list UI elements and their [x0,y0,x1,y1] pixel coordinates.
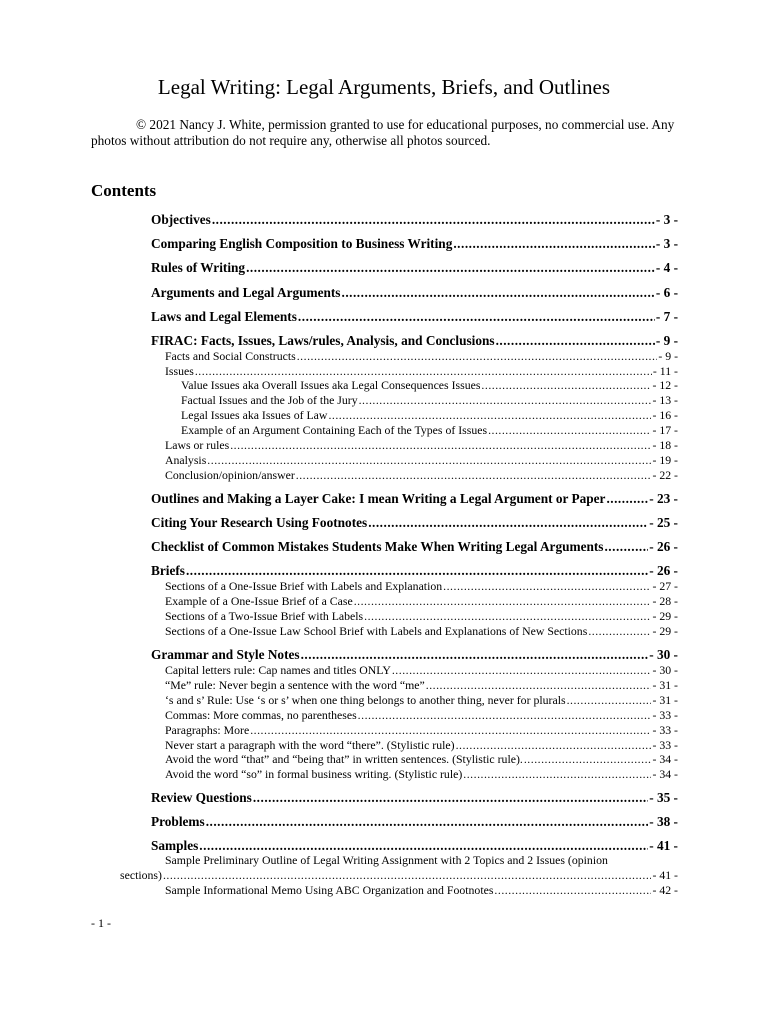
toc-entry-title: Laws or rules [165,438,230,452]
toc-subentry[interactable] [120,868,678,883]
toc-entry-page: - 3 - [655,236,678,251]
toc-subentry-wrapped-line[interactable]: Sample Preliminary Outline of Legal Writing Assignment with 2 Topics and 2 Issues (opinion [165,853,608,867]
toc-leader [250,723,651,738]
toc-leader [443,579,651,594]
toc-leader [567,693,652,708]
toc-entry-page: - 33 - [652,738,678,752]
toc-leader [606,490,648,508]
toc-leader [207,453,651,468]
toc-entry-title: Rules of Writing [151,260,246,275]
toc-entry-title: Avoid the word “that” and “being that” in written sentences. (Stylistic rule). [165,752,523,766]
toc-subentry[interactable] [165,624,678,639]
contents-heading: Contents [91,181,157,200]
toc-leader [463,767,651,782]
toc-entry-title: Avoid the word “so” in formal business writing. (Stylistic rule) [165,767,463,781]
toc-leader [296,468,652,483]
toc-entry-page: - 31 - [652,693,678,707]
toc-entry-title: Briefs [151,563,185,578]
toc-leader [368,514,648,532]
toc-entry-page: - 6 - [655,285,678,300]
toc-leader [212,211,655,229]
toc-entry-page: - 4 - [655,260,678,275]
toc-entry-title: Outlines and Making a Layer Cake: I mean Writing a Legal Argument or Paper [151,491,606,506]
toc-entry-page: - 38 - [649,814,678,829]
toc-leader [328,408,651,423]
toc-leader [488,423,651,438]
toc-entry-title: Checklist of Common Mistakes Students Make When Writing Legal Arguments [151,539,604,554]
page-number: - 1 - [91,916,111,930]
toc-subsubentry[interactable] [181,393,678,408]
toc-entry-title: Sample Informational Memo Using ABC Organization and Footnotes [165,883,494,897]
toc-entry-title: Citing Your Research Using Footnotes [151,515,368,530]
toc-entry-page: - 41 - [652,868,678,882]
toc-entry-title: Samples [151,838,199,853]
toc-subentry[interactable] [165,364,678,379]
toc-entry-title: Facts and Social Constructs [165,349,296,363]
toc-entry-page: - 31 - [652,678,678,692]
toc-subentry[interactable] [165,767,678,782]
toc-leader [364,609,651,624]
toc-subentry[interactable] [165,468,678,483]
toc-entry[interactable] [151,646,678,664]
toc-leader [456,738,652,753]
toc-entry-page: - 33 - [652,723,678,737]
toc-entry-title: FIRAC: Facts, Issues, Laws/rules, Analysis, and Conclusions [151,333,495,348]
toc-entry-page: - 41 - [649,838,678,853]
toc-entry[interactable] [151,211,678,229]
toc-leader [359,393,652,408]
toc-entry-page: - 28 - [652,594,678,608]
toc-entry[interactable] [151,284,678,302]
toc-entry-page: - 7 - [655,309,678,324]
toc-entry[interactable] [151,813,678,831]
toc-leader [186,562,648,580]
toc-entry-title-continued: sections) [120,868,162,882]
toc-entry-title: Paragraphs: More [165,723,250,737]
toc-leader [588,624,651,639]
toc-leader [206,813,649,831]
toc-subentry[interactable] [165,752,678,767]
toc-subsubentry[interactable] [181,423,678,438]
toc-entry-page: - 19 - [652,453,678,467]
toc-entry[interactable] [151,538,678,556]
toc-subentry[interactable] [165,663,678,678]
toc-entry-page: - 29 - [652,624,678,638]
toc-leader [358,708,652,723]
toc-entry-page: - 26 - [649,539,678,554]
toc-entry[interactable] [151,490,678,508]
toc-subentry[interactable] [165,594,678,609]
toc-entry-title: Sections of a Two-Issue Brief with Labels [165,609,364,623]
toc-entry-page: - 22 - [652,468,678,482]
toc-entry-page: - 18 - [652,438,678,452]
toc-entry-page: - 9 - [658,349,678,363]
toc-entry-title: Sections of a One-Issue Brief with Labels and Explanation [165,579,443,593]
toc-subentry[interactable] [165,883,678,898]
toc-entry-title: Legal Issues aka Issues of Law [181,408,328,422]
toc-entry-page: - 35 - [649,790,678,805]
toc-subentry[interactable] [165,708,678,723]
toc-entry-title: Laws and Legal Elements [151,309,297,324]
toc-subentry[interactable] [165,738,678,753]
toc-entry-title: Commas: More commas, no parentheses [165,708,357,722]
toc-leader [354,594,652,609]
toc-entry[interactable] [151,332,678,350]
toc-entry-title: ‘s and s’ Rule: Use ‘s or s’ when one thing belongs to another thing, never for plurals [165,693,566,707]
toc-leader [604,538,648,556]
toc-entry-title: Objectives [151,212,211,227]
toc-entry-title: Value Issues aka Overall Issues aka Legal Consequences Issues [181,378,481,392]
toc-leader [494,883,651,898]
toc-entry-page: - 13 - [652,393,678,407]
toc-leader [496,332,655,350]
toc-entry[interactable] [151,259,678,277]
toc-entry-title: Arguments and Legal Arguments [151,285,341,300]
toc-entry[interactable] [151,514,678,532]
toc-entry-title: Never start a paragraph with the word “there”. (Stylistic rule) [165,738,455,752]
toc-subentry[interactable] [165,579,678,594]
toc-entry-page: - 33 - [652,708,678,722]
toc-entry-page: - 27 - [652,579,678,593]
toc-subentry[interactable] [165,349,678,364]
toc-entry-title: Issues [165,364,194,378]
toc-entry[interactable] [151,789,678,807]
document-title: Legal Writing: Legal Arguments, Briefs, and Outlines [157,75,611,99]
toc-entry-title: Problems [151,814,205,829]
toc-entry-title: Example of a One-Issue Brief of a Case [165,594,353,608]
toc-entry-page: - 25 - [649,515,678,530]
toc-leader [453,235,655,253]
toc-entry-page: - 29 - [652,609,678,623]
toc-leader [524,752,652,767]
toc-entry-page: - 34 - [652,767,678,781]
toc-entry-page: - 30 - [649,647,678,662]
toc-entry-title: Comparing English Composition to Business Writing [151,236,453,251]
copyright-notice: © 2021 Nancy J. White, permission granted to use for educational purposes, no commercial use. Any photos without attribution do not require any, otherwise all photos sourced. [91,117,675,148]
toc-leader [297,349,658,364]
toc-leader [426,678,652,693]
toc-subentry[interactable] [165,438,678,453]
toc-entry-title: Factual Issues and the Job of the Jury [181,393,358,407]
toc-entry-title: “Me” rule: Never begin a sentence with the word “me” [165,678,425,692]
toc-leader [342,284,655,302]
toc-subsubentry[interactable] [181,408,678,423]
toc-leader [481,378,651,393]
toc-entry-title: Analysis [165,453,207,467]
toc-leader [230,438,651,453]
toc-leader [253,789,648,807]
toc-entry-page: - 11 - [652,364,678,378]
toc-leader [163,868,652,883]
toc-subsubentry[interactable] [181,378,678,393]
toc-subentry[interactable] [165,678,678,693]
toc-subentry[interactable] [165,453,678,468]
toc-entry-page: - 16 - [652,408,678,422]
toc-leader [298,308,655,326]
toc-entry-title: Conclusion/opinion/answer [165,468,295,482]
toc-entry-title: Review Questions [151,790,252,805]
toc-entry-page: - 26 - [649,563,678,578]
toc-subentry[interactable] [165,723,678,738]
toc-leader [195,364,652,379]
toc-entry-page: - 42 - [652,883,678,897]
toc-entry-page: - 34 - [652,752,678,766]
toc-entry-title: Grammar and Style Notes [151,647,300,662]
toc-entry-title: Example of an Argument Containing Each of the Types of Issues [181,423,488,437]
toc-leader [392,663,652,678]
toc-entry-page: - 12 - [652,378,678,392]
toc-entry-page: - 17 - [652,423,678,437]
toc-entry[interactable] [151,562,678,580]
toc-entry-page: - 3 - [655,212,678,227]
toc-entry-title: Capital letters rule: Cap names and titles ONLY [165,663,391,677]
toc-leader [301,646,649,664]
toc-subentry[interactable] [165,693,678,708]
toc-entry[interactable] [151,308,678,326]
toc-entry-page: - 30 - [652,663,678,677]
toc-subentry[interactable] [165,609,678,624]
toc-leader [246,259,655,277]
toc-entry-page: - 9 - [655,333,678,348]
toc-entry-page: - 23 - [649,491,678,506]
toc-entry[interactable] [151,235,678,253]
toc-entry-title: Sections of a One-Issue Law School Brief with Labels and Explanations of New Sections [165,624,588,638]
